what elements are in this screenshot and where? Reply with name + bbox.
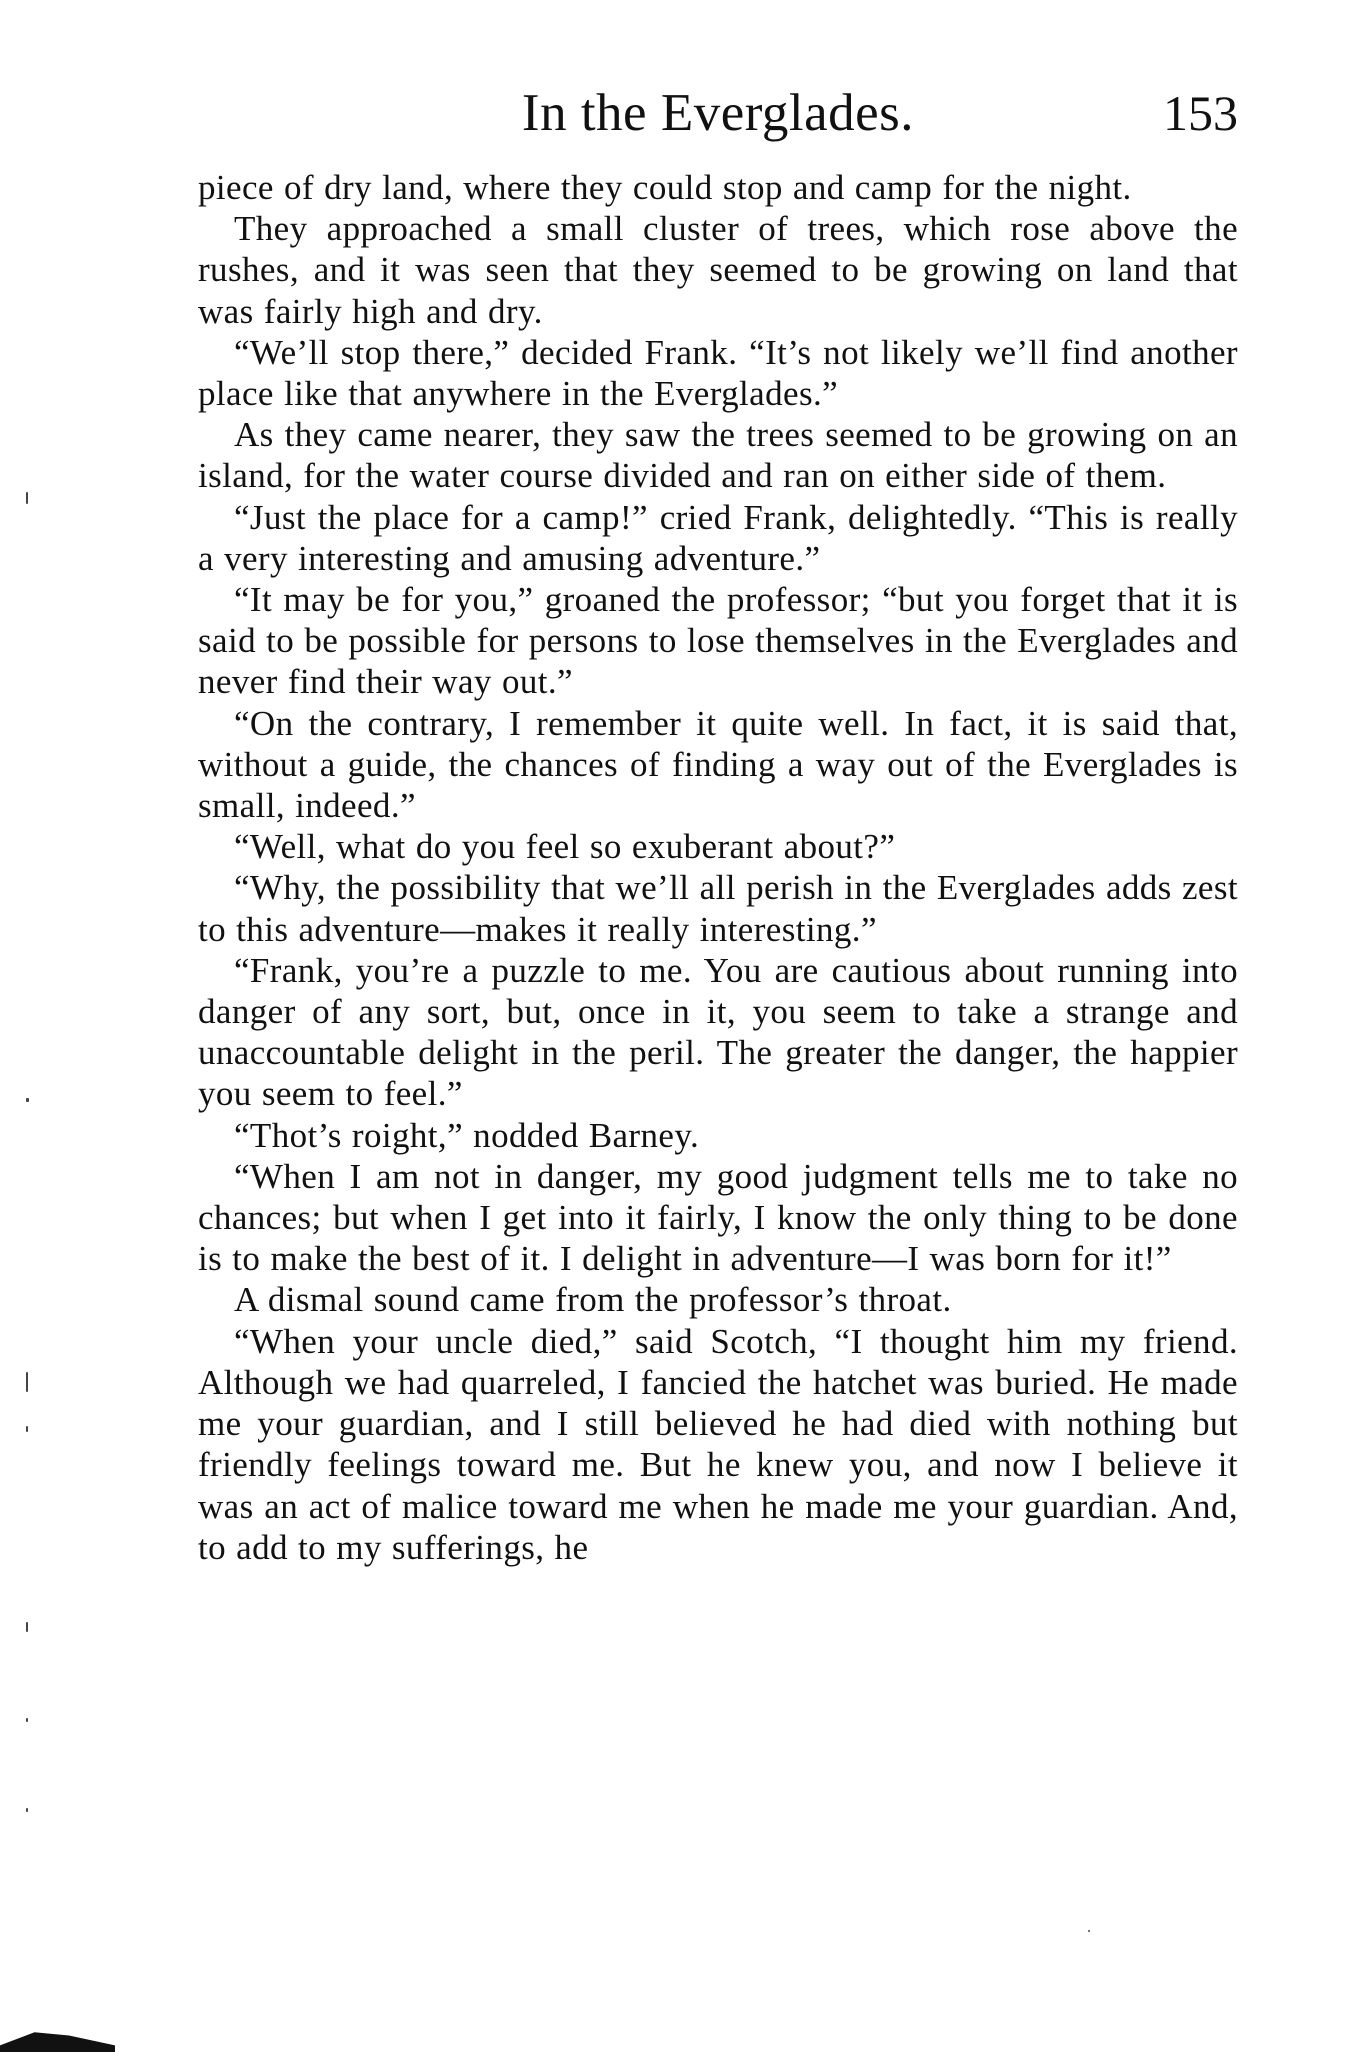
page-number: 153 [1163,85,1238,141]
paragraph: “On the contrary, I remember it quite well. In fact, it is said that, without a guide, the chances of finding a way out of the Everglades is small, indeed.” [198,703,1238,826]
paragraph: “It may be for you,” groaned the professor; “but you forget that it is said to be possible for persons to lose themselves in the Everglades and never find their way out.” [198,580,1238,702]
paragraph: As they came nearer, they saw the trees seemed to be growing on an island, for the water course divided and ran on either side of them. [198,415,1238,496]
paragraph: “Frank, you’re a puzzle to me. You are cautious about running into danger of any sort, but, once in it, you seem to take a strange and unaccountable delight in the peril. The greater the danger, the happier you seem to feel.” [198,950,1238,1114]
paragraph: “Just the place for a camp!” cried Frank, delightedly. “This is really a very interesting and amusing adventure.” [198,497,1238,578]
paragraph: “Why, the possibility that we’ll all perish in the Everglades adds zest to this adventure—makes it really interesting.” [198,868,1238,949]
paragraph: “We’ll stop there,” decided Frank. “It’s not likely we’ll find another place like that anywhere in the Everglades.” [198,332,1238,414]
paragraph: “When your uncle died,” said Scotch, “I thought him my friend. Although we had quarreled, I fancied the hatchet was buried. He made me your guardian, and I still believed he had died with nothing but friendly feelings toward me. But he knew you, and now I believe it was an act of malice toward me when he made me your guardian. And, to add to my sufferings, he [198,1321,1238,1567]
paragraph: piece of dry land, where they could stop and camp for the night. [198,168,1132,207]
scan-speck [26,1372,28,1392]
running-head [198,78,1238,148]
scan-smudge [0,2030,115,2052]
running-title: In the Everglades. [521,84,915,142]
scan-speck [26,1808,28,1812]
paragraph: A dismal sound came from the professor’s throat. [234,1280,952,1320]
scan-speck [26,1622,28,1632]
paragraph: They approached a small cluster of trees, which rose above the rushes, and it was seen that they seemed to be growing on land that was fairly high and dry. [198,209,1238,331]
scan-speck [1088,1930,1090,1932]
paragraph: “Well, what do you feel so exuberant about?” [234,827,896,867]
paragraph: “Thot’s roight,” nodded Barney. [234,1115,700,1155]
scan-speck [26,1426,28,1432]
body-text [198,167,1238,1568]
scan-speck [26,1098,29,1102]
scan-speck [26,1718,28,1722]
paragraph: “When I am not in danger, my good judgment tells me to take no chances; but when I get into it fairly, I know the only thing to be done is to make the best of it. I delight in adventure—I was born for it!” [198,1156,1238,1279]
scan-speck [26,492,28,504]
